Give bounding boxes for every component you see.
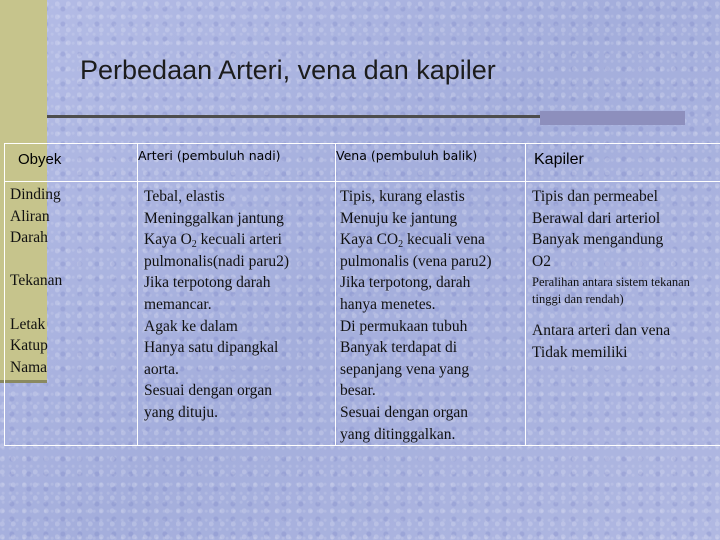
obyek-dinding: Dinding [10,186,61,203]
kapiler-dinding: Tipis dan permeabel [532,188,658,205]
kapiler-tekanan: Peralihan antara sistem tekanan tinggi dan rendah) [532,275,690,307]
vena-darah-cont: pulmonalis (vena paru2) [340,252,492,270]
arteri-darah-cont: pulmonalis(nadi paru2) [144,252,290,270]
arteri-nama-cont: yang dituju. [144,403,219,421]
arteri-nama: Sesuai dengan organ [144,382,272,400]
arteri-letak: Agak ke dalam [144,317,238,335]
table-header-row [5,144,720,182]
arteri-katup-cont: aorta. [144,360,179,378]
arteri-tekanan: Jika terpotong darah [144,274,271,292]
kapiler-darah: Banyak mengandung [532,231,664,249]
kapiler-darah-cont: O2 [532,252,551,270]
comparison-table [4,143,720,446]
vena-nama-cont: yang ditinggalkan. [340,425,456,443]
obyek-aliran: Aliran [10,207,50,225]
vena-aliran: Menuju ke jantung [340,209,458,227]
vena-katup: Banyak terdapat di [340,339,458,357]
page-title: Perbedaan Arteri, vena dan kapiler [80,55,496,85]
arteri-dinding: Tebal, elastis [144,188,225,205]
kapiler-katup: Tidak memiliki [532,343,628,361]
header-vena: Vena (pembuluh balik) [336,144,526,182]
table-row [5,182,720,446]
vena-katup-cont: sepanjang vena yang [340,360,470,378]
obyek-nama: Nama [10,358,48,376]
arteri-tekanan-cont: memancar. [144,295,212,313]
header-arteri: Arteri (pembuluh nadi) [138,144,336,182]
vena-cell [336,182,526,446]
kapiler-cell [526,182,720,446]
vena-dinding: Tipis, kurang elastis [340,188,465,205]
arteri-aliran: Meninggalkan jantung [144,209,284,227]
kapiler-letak: Antara arteri dan vena [532,322,671,340]
header-obyek: Obyek [5,144,138,182]
title-divider-accent [540,111,685,125]
kapiler-aliran: Berawal dari arteriol [532,209,661,227]
header-kapiler: Kapiler [526,144,720,182]
vena-tekanan: Jika terpotong, darah [340,274,471,292]
arteri-cell [138,182,336,446]
vena-nama: Sesuai dengan organ [340,403,468,421]
obyek-tekanan: Tekanan [10,272,63,290]
arteri-katup: Hanya satu dipangkal [144,339,279,357]
obyek-letak: Letak [10,315,46,333]
obyek-darah: Darah [10,229,48,247]
vena-tekanan-cont: hanya menetes. [340,295,436,313]
vena-katup-cont2: besar. [340,382,376,400]
obyek-cell [5,182,138,446]
obyek-katup: Katup [10,337,48,355]
vena-letak: Di permukaan tubuh [340,317,468,335]
arteri-darah: Kaya $O_2$ kecuali arteri [144,231,282,251]
vena-darah: Kaya $CO_2$ kecuali vena [340,231,485,251]
